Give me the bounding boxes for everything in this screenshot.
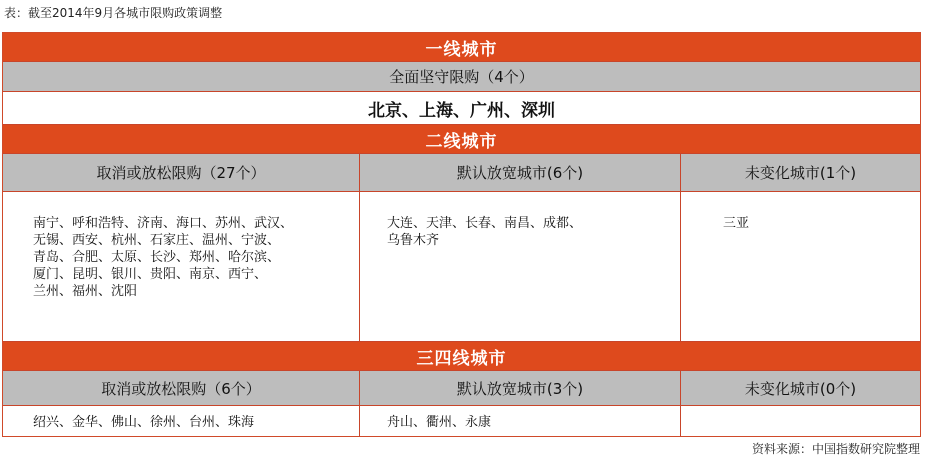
tier2-default-cities: 大连、天津、长春、南昌、成都、 乌鲁木齐	[387, 216, 583, 248]
divider	[3, 341, 920, 342]
column-divider	[680, 371, 681, 437]
tier1-subheader: 全面坚守限购（4个）	[3, 62, 920, 91]
table-caption: 表：截至2014年9月各城市限购政策调整	[4, 6, 223, 20]
tier2-unchanged-cities: 三亚	[723, 216, 750, 231]
tier34-col-relaxed: 取消或放松限购（6个）	[3, 371, 359, 405]
divider	[3, 370, 920, 371]
divider	[3, 91, 920, 92]
column-divider	[680, 154, 681, 341]
divider	[3, 405, 920, 406]
policy-table	[2, 32, 921, 437]
source-note: 资料来源：中国指数研究院整理	[751, 442, 920, 456]
tier2-col-relaxed: 取消或放松限购（27个）	[3, 154, 359, 191]
divider	[3, 153, 920, 154]
tier2-header: 二线城市	[3, 125, 920, 153]
tier34-default-cities: 舟山、衢州、永康	[387, 415, 492, 430]
tier2-relaxed-cities: 南宁、呼和浩特、济南、海口、苏州、武汉、 无锡、西安、杭州、石家庄、温州、宁波、 青岛、合肥、太原、长沙、郑州、哈尔滨、 厦门、昆明、银川、贵阳、南京、西宁、 兰州、福州、沈阳	[33, 216, 294, 299]
divider	[3, 124, 920, 125]
tier2-col-default: 默认放宽城市(6个)	[360, 154, 680, 191]
divider	[3, 191, 920, 192]
tier1-header: 一线城市	[3, 33, 920, 61]
tier34-relaxed-cities: 绍兴、金华、佛山、徐州、台州、珠海	[33, 415, 255, 430]
tier2-col-unchanged: 未变化城市(1个)	[681, 154, 920, 191]
tier34-header: 三四线城市	[3, 342, 920, 370]
tier34-col-default: 默认放宽城市(3个)	[360, 371, 680, 405]
divider	[3, 61, 920, 62]
tier1-cities: 北京、上海、广州、深圳	[3, 92, 920, 124]
column-divider	[359, 154, 360, 341]
tier34-col-unchanged: 未变化城市(0个)	[681, 371, 920, 405]
column-divider	[359, 371, 360, 437]
